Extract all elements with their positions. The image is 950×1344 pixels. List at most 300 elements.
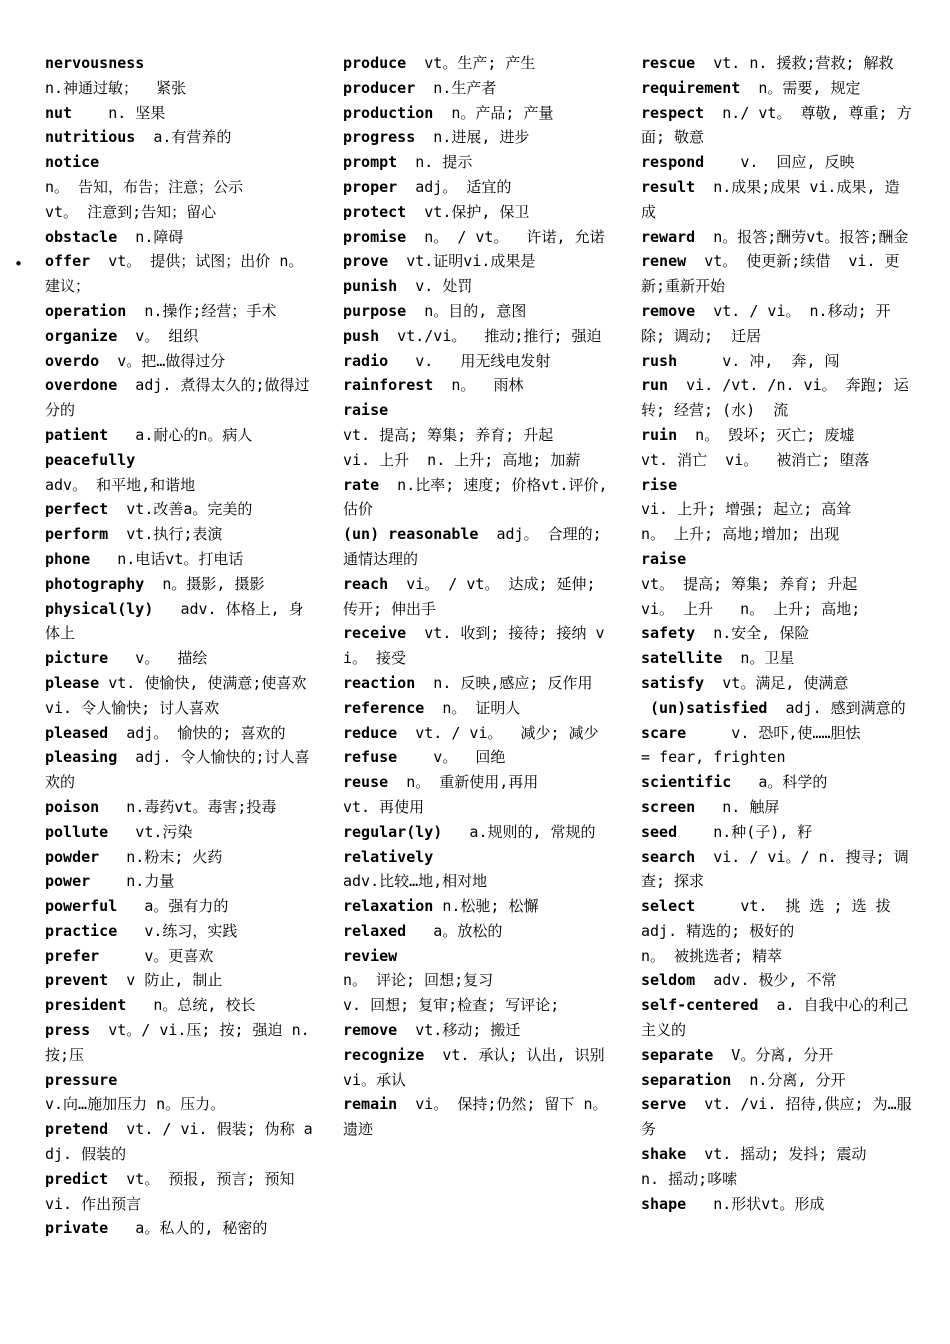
vocab-entry: [343, 944, 613, 969]
vocab-definition: adv。 和平地,和谐地: [45, 475, 196, 494]
vocab-entry: [45, 968, 315, 993]
vocab-word: raise: [343, 401, 389, 420]
vocab-entry: [45, 795, 315, 820]
vocab-entry: [641, 1092, 913, 1142]
vocab-entry: [641, 770, 913, 795]
vocab-word: practice: [45, 921, 118, 940]
vocab-word: requirement: [641, 78, 741, 97]
vocab-entry: [45, 1018, 319, 1068]
vocab-word: purpose: [343, 301, 407, 320]
vocab-definition: vt。 预报, 预言; 预知 vi. 作出预言: [45, 1169, 313, 1213]
vocab-entry: [343, 200, 613, 225]
vocab-definition: = fear, frighten: [641, 748, 786, 767]
vocab-word: relaxation: [343, 897, 434, 916]
vocab-entry: [45, 299, 315, 324]
vocab-word: pleased: [45, 723, 109, 742]
vocab-word: prompt: [343, 153, 398, 172]
vocab-word: president: [45, 996, 127, 1015]
vocab-word: private: [45, 1219, 109, 1238]
vocab-word: peacefully: [45, 450, 136, 469]
vocab-definition: a. 自我中心的利己主义的: [641, 996, 909, 1040]
vocab-entry: [343, 423, 613, 448]
vocab-entry: [45, 993, 315, 1018]
vocab-word: respond: [641, 153, 705, 172]
vocab-word: nervousness: [45, 54, 145, 72]
vocab-entry: [641, 448, 913, 473]
vocab-entry: [45, 175, 315, 200]
vocab-entry: [45, 150, 315, 175]
vocab-entry: [45, 200, 315, 225]
vocab-word: separation: [641, 1070, 732, 1089]
vocab-entry: [45, 869, 315, 894]
vocab-entry: [45, 894, 315, 919]
vocab-definition: vt.污染: [108, 822, 193, 841]
vocab-word: (un) reasonable: [343, 525, 479, 544]
vocab-entry: [45, 547, 315, 572]
vocab-definition: vt.改善a。完美的: [108, 500, 253, 519]
vocab-definition: vt.保护, 保卫: [406, 202, 530, 221]
vocab-definition: vt. 使愉快, 使满意;使喜欢: [99, 673, 307, 692]
vocab-word: proper: [343, 177, 398, 196]
vocab-word: reuse: [343, 773, 389, 792]
vocab-entry: [641, 1192, 913, 1217]
vocab-entry: [641, 76, 913, 101]
vocab-word: produce: [343, 54, 407, 72]
vocab-word: remain: [343, 1095, 398, 1114]
vocab-entry: [641, 671, 913, 696]
vocab-entry: [45, 597, 315, 647]
vocab-definition: vi。 上升 n。 上升; 高地;: [641, 599, 861, 618]
vocab-definition: v. 冲, 奔, 闯: [677, 351, 840, 370]
vocab-definition: a。科学的: [731, 773, 828, 792]
vocab-definition: adj. 煮得太久的;做得过分的: [45, 376, 310, 420]
vocab-definition: vt. / vi。 n.移动; 开除; 调动; 迁居: [641, 301, 891, 345]
vocab-entry: [343, 820, 613, 845]
vocab-definition: v. 回想; 复审;检查; 写评论;: [343, 996, 560, 1015]
vocab-entry: [343, 1043, 623, 1093]
vocab-word: promise: [343, 227, 407, 246]
vocab-word: reaction: [343, 673, 416, 692]
vocab-definition: n.电话vt。打电话: [90, 549, 244, 568]
vocab-definition: n。目的, 意图: [406, 301, 527, 320]
vocab-word: power: [45, 872, 91, 891]
vocab-word: search: [641, 847, 696, 866]
vocab-definition: vi. / vi。/ n. 搜寻; 调查; 探求: [641, 847, 909, 891]
vocab-definition: vt. 提高; 筹集; 养育; 升起: [343, 425, 554, 444]
vocab-definition: a.有营养的: [135, 128, 232, 147]
vocab-entry: [45, 1092, 315, 1117]
vocab-entry: [45, 76, 315, 101]
vocab-entry: [343, 919, 613, 944]
vocab-definition: v.向…施加压力 n。压力。: [45, 1095, 226, 1114]
vocab-word: notice: [45, 153, 100, 172]
vocab-definition: adj. 感到满意的: [767, 698, 906, 717]
vocab-word: radio: [343, 351, 389, 370]
vocab-entry: [45, 671, 315, 696]
vocab-word: overdone: [45, 376, 118, 395]
vocab-definition: vt。 提供；试图；出价 n。 建议；: [45, 252, 313, 296]
vocab-entry: [45, 1117, 315, 1167]
vocab-word: shape: [641, 1194, 687, 1213]
vocab-definition: n.形状vt。形成: [686, 1194, 825, 1213]
vocab-definition: n。 上升; 高地;增加; 出现: [641, 525, 840, 544]
vocab-entry: [343, 249, 613, 274]
vocab-word: push: [343, 326, 380, 345]
vocab-definition: n.粉末; 火药: [99, 847, 223, 866]
vocab-entry: [45, 572, 315, 597]
vocab-entry: [641, 968, 913, 993]
vocab-definition: adv. 体格上, 身体上: [45, 599, 304, 643]
vocab-definition: n. 反映,感应; 反作用: [415, 673, 593, 692]
vocab-entry: [343, 770, 613, 795]
vocab-definition: vt. 摇动; 发抖; 震动: [686, 1145, 867, 1164]
vocab-definition: n。 重新使用,再用: [388, 773, 539, 792]
vocab-entry: [343, 349, 613, 374]
vocab-definition: n。 证明人: [424, 698, 521, 717]
vocab-definition: adv.比较…地,相对地: [343, 872, 488, 891]
vocab-definition: a.规则的, 常规的: [442, 822, 596, 841]
vocab-definition: a.耐心的n。病人: [108, 425, 253, 444]
vocab-word: safety: [641, 624, 696, 643]
vocab-entry: [45, 423, 315, 448]
vocab-entry: [343, 324, 613, 349]
vocab-entry: [343, 845, 613, 870]
vocab-entry: [641, 473, 913, 498]
vocab-entry: [641, 745, 913, 770]
vocab-word: production: [343, 103, 434, 122]
vocab-word: reach: [343, 574, 389, 593]
vocab-definition: vt。 使更新;续借 vi. 更新;重新开始: [641, 252, 900, 296]
vocab-word: prefer: [45, 946, 100, 965]
vocab-entry: [343, 621, 613, 671]
vocab-entry: [641, 944, 913, 969]
vocab-definition: n.毒药vt。毒害;投毒: [99, 797, 277, 816]
vocab-definition: vt. / vi. 假装; 伪称 adj. 假装的: [45, 1120, 313, 1164]
vocab-entry: [343, 473, 613, 523]
vocab-word: relatively: [343, 847, 434, 866]
vocab-definition: vt. 收到; 接待; 接纳 vi。 接受: [343, 624, 605, 668]
vocab-entry: [641, 919, 913, 944]
vocab-entry: [45, 1167, 315, 1217]
vocab-entry: [45, 225, 315, 250]
vocab-entry: [641, 547, 913, 572]
vocab-entry: [343, 894, 613, 919]
vocab-definition: n。 告知，布告；注意；公示: [45, 177, 244, 196]
vocab-word: seed: [641, 822, 678, 841]
vocab-definition: v. 恐吓,使……胆怯: [686, 723, 861, 742]
vocab-word: run: [641, 376, 669, 395]
vocab-definition: adj. 精选的; 极好的: [641, 921, 795, 940]
vocab-entry: [45, 1068, 315, 1093]
vocab-word: result: [641, 177, 696, 196]
vocab-word: serve: [641, 1095, 687, 1114]
vocab-definition: n.松驰; 松懈: [433, 897, 539, 916]
column-2: [343, 51, 623, 1142]
vocab-word: shake: [641, 1145, 687, 1164]
vocab-word: phone: [45, 549, 91, 568]
vocab-entry: [641, 696, 913, 721]
vocab-word: protect: [343, 202, 407, 221]
vocab-entry: [45, 919, 315, 944]
vocab-word: ruin: [641, 425, 678, 444]
vocab-entry: [641, 795, 913, 820]
vocab-word: nut: [45, 103, 73, 122]
vocab-word: poison: [45, 797, 100, 816]
vocab-word: recognize: [343, 1045, 425, 1064]
vocab-entry: [641, 894, 913, 919]
vocab-definition: v。把…做得过分: [99, 351, 226, 370]
vocab-word: operation: [45, 301, 127, 320]
vocab-word: pollute: [45, 822, 109, 841]
vocab-word: patient: [45, 425, 109, 444]
column-3: [641, 51, 913, 1216]
vocab-definition: adj。 适宜的: [397, 177, 512, 196]
vocab-word: remove: [641, 301, 696, 320]
bullet-marker: •: [14, 255, 24, 273]
vocab-word: regular(ly): [343, 822, 443, 841]
vocab-definition: vi. 令人愉快; 讨人喜欢: [45, 698, 220, 717]
vocab-word: physical(ly): [45, 599, 154, 618]
vocab-word: rise: [641, 475, 678, 494]
vocab-definition: v。 回绝: [397, 748, 506, 767]
vocab-definition: vt. /vi. 招待,供应; 为…服务: [641, 1095, 912, 1139]
vocab-entry: [343, 869, 613, 894]
vocab-word: pleasing: [45, 748, 118, 767]
vocab-entry: [45, 125, 315, 150]
vocab-definition: vt. 挑 选 ; 选 拔: [695, 897, 891, 916]
vocab-definition: n.力量: [90, 872, 175, 891]
vocab-definition: v。 组织: [117, 326, 199, 345]
vocab-definition: adj。 愉快的; 喜欢的: [108, 723, 286, 742]
vocab-entry: [343, 125, 613, 150]
vocab-entry: [641, 101, 913, 151]
vocab-entry: [641, 423, 913, 448]
vocab-entry: [343, 398, 613, 423]
vocab-entry: [343, 76, 613, 101]
vocab-entry: [641, 497, 913, 522]
vocab-word: reference: [343, 698, 425, 717]
vocab-entry: [45, 101, 315, 126]
vocab-word: overdo: [45, 351, 100, 370]
vocab-entry: [343, 721, 613, 746]
vocab-entry: [343, 175, 613, 200]
vocab-definition: vt。生产; 产生: [406, 54, 536, 72]
vocab-word: powerful: [45, 897, 118, 916]
vocab-word: nutritious: [45, 128, 136, 147]
vocab-entry: [45, 721, 315, 746]
vocab-entry: [641, 1167, 913, 1192]
vocab-definition: v. 回应, 反映: [704, 153, 855, 172]
vocab-entry: [343, 671, 613, 696]
vocab-definition: vt. n. 援救;营救; 解救: [695, 54, 894, 72]
vocab-word: rescue: [641, 54, 696, 72]
vocab-word: perfect: [45, 500, 109, 519]
vocab-word: (un)satisfied: [641, 698, 768, 717]
vocab-definition: V。分离, 分开: [713, 1045, 834, 1064]
vocab-definition: vi. 上升; 增强; 起立; 高耸: [641, 500, 852, 519]
vocab-word: satellite: [641, 649, 723, 668]
vocab-word: rainforest: [343, 376, 434, 395]
vocab-definition: vt. 再使用: [343, 797, 425, 816]
vocab-word: review: [343, 946, 398, 965]
vocab-definition: adv. 极少, 不常: [695, 971, 837, 990]
vocab-definition: vt./vi。 推动;推行; 强迫: [379, 326, 602, 345]
vocab-entry: [343, 1092, 617, 1142]
vocab-word: perform: [45, 525, 109, 544]
vocab-word: satisfy: [641, 673, 705, 692]
vocab-definition: n. 坚果: [72, 103, 166, 122]
vocab-definition: vi. /vt. /n. vi。 奔跑; 运转; 经营; (水) 流: [641, 376, 909, 420]
vocab-definition: vt. 消亡 vi。 被消亡; 堕落: [641, 450, 870, 469]
vocab-entry: [343, 696, 613, 721]
vocab-definition: n。 毁坏; 灭亡; 废墟: [677, 425, 855, 444]
vocab-definition: vt.证明vi.成果是: [388, 252, 536, 271]
vocab-entry: [343, 274, 613, 299]
vocab-definition: vt。 提高; 筹集; 养育; 升起: [641, 574, 858, 593]
vocab-entry: [45, 696, 315, 721]
vocab-entry: [641, 621, 913, 646]
vocab-entry: [641, 1068, 913, 1093]
vocab-definition: n。需要, 规定: [740, 78, 861, 97]
vocab-word: pretend: [45, 1120, 109, 1139]
vocab-entry: [45, 845, 315, 870]
vocab-entry: [641, 646, 913, 671]
vocab-word: select: [641, 897, 696, 916]
column-1: [45, 51, 319, 1241]
vocab-entry: [45, 497, 315, 522]
vocab-entry: [343, 225, 613, 250]
vocab-definition: vt.执行;表演: [108, 525, 223, 544]
vocab-entry: [641, 597, 913, 622]
vocab-definition: n。 评论; 回想;复习: [343, 971, 494, 990]
vocab-entry: [45, 473, 315, 498]
vocab-word: self-centered: [641, 996, 759, 1015]
vocab-entry: [641, 1142, 913, 1167]
vocab-word: progress: [343, 128, 416, 147]
vocab-definition: n.安全, 保险: [695, 624, 810, 643]
vocab-word: seldom: [641, 971, 696, 990]
vocab-definition: vt. / vi。 减少; 减少: [397, 723, 599, 742]
vocab-entry: [343, 150, 613, 175]
vocab-word: respect: [641, 103, 705, 122]
vocab-definition: vi。 保持;仍然; 留下 n。 遗迹: [343, 1095, 617, 1139]
vocab-word: refuse: [343, 748, 398, 767]
vocab-entry: [641, 225, 913, 250]
vocab-word: renew: [641, 252, 687, 271]
vocab-entry: [343, 968, 613, 993]
vocab-word: screen: [641, 797, 696, 816]
vocab-entry: [641, 820, 913, 845]
vocab-definition: n。总统, 校长: [126, 996, 256, 1015]
vocab-entry: [641, 249, 913, 299]
vocab-word: reward: [641, 227, 696, 246]
vocab-word: rate: [343, 475, 380, 494]
vocab-definition: n.成果;成果 vi.成果, 造成: [641, 177, 900, 221]
vocab-entry: [641, 299, 913, 349]
vocab-definition: n.操作;经营；手术: [126, 301, 277, 320]
vocab-entry: [641, 572, 913, 597]
vocab-definition: v。 描绘: [108, 649, 208, 668]
vocab-entry: [45, 349, 315, 374]
vocab-entry: [45, 1216, 315, 1241]
vocab-definition: a。强有力的: [117, 897, 229, 916]
vocab-word: rush: [641, 351, 678, 370]
vocab-word: obstacle: [45, 227, 118, 246]
vocab-entry: [641, 349, 913, 374]
vocab-definition: vt。满足, 使满意: [704, 673, 849, 692]
vocab-word: remove: [343, 1021, 398, 1040]
vocab-definition: n.进展, 进步: [415, 128, 530, 147]
vocab-definition: a。私人的, 秘密的: [108, 1219, 268, 1238]
vocab-definition: v. 用无线电发射: [388, 351, 551, 370]
vocab-word: reduce: [343, 723, 398, 742]
vocab-entry: [343, 51, 613, 76]
vocab-definition: n. 触屏: [695, 797, 780, 816]
vocab-entry: [343, 1018, 613, 1043]
vocab-definition: n.神通过敏； 紧张: [45, 78, 187, 97]
vocab-definition: n.比率; 速度; 价格vt.评价,估价: [343, 475, 608, 519]
vocab-entry: [641, 175, 913, 225]
vocab-entry: [343, 795, 613, 820]
vocab-definition: n。卫星: [722, 649, 795, 668]
vocab-word: photography: [45, 574, 145, 593]
vocab-word: producer: [343, 78, 416, 97]
vocab-word: scientific: [641, 773, 732, 792]
vocab-entry: [343, 101, 613, 126]
vocab-entry: [45, 249, 315, 299]
vocab-definition: n.障碍: [117, 227, 184, 246]
vocab-definition: n.分离, 分开: [731, 1070, 846, 1089]
vocab-word: press: [45, 1021, 91, 1040]
vocab-entry: [641, 51, 913, 76]
vocab-definition: n。 被挑选者; 精萃: [641, 946, 783, 965]
vocab-entry: [641, 522, 913, 547]
vocab-entry: [45, 646, 315, 671]
vocab-entry: [45, 820, 315, 845]
vocab-word: please: [45, 673, 100, 692]
vocab-word: predict: [45, 1169, 109, 1188]
vocab-definition: v.练习，实践: [117, 921, 238, 940]
vocab-word: scare: [641, 723, 687, 742]
vocab-entry: [45, 324, 315, 349]
vocab-entry: [343, 993, 613, 1018]
vocab-entry: [45, 51, 315, 76]
vocab-definition: n。报答;酬劳vt。报答;酬金: [695, 227, 909, 246]
vocab-word: offer: [45, 252, 91, 271]
vocab-definition: n.生产者: [415, 78, 497, 97]
vocab-entry: [45, 522, 315, 547]
vocab-definition: vi。 / vt。 达成; 延伸; 传开; 伸出手: [343, 574, 605, 618]
vocab-definition: vt。/ vi.压; 按; 强迫 n. 按;压: [45, 1021, 319, 1064]
vocab-word: relaxed: [343, 921, 407, 940]
vocab-word: separate: [641, 1045, 714, 1064]
vocab-word: pressure: [45, 1070, 118, 1089]
vocab-word: picture: [45, 649, 109, 668]
vocab-definition: n. 摇动;哆嗦: [641, 1169, 738, 1188]
vocab-definition: vt。 注意到;告知；留心: [45, 202, 217, 221]
vocab-definition: n。摄影, 摄影: [144, 574, 265, 593]
vocab-word: powder: [45, 847, 100, 866]
vocab-entry: [641, 373, 913, 423]
vocab-definition: n。 雨林: [433, 376, 524, 395]
vocab-definition: v。更喜欢: [99, 946, 214, 965]
vocab-definition: vi. 上升 n. 上升; 高地; 加薪: [343, 450, 581, 469]
vocab-entry: [343, 522, 613, 572]
vocab-word: prove: [343, 252, 389, 271]
vocab-word: organize: [45, 326, 118, 345]
vocab-entry: [45, 448, 315, 473]
vocab-word: punish: [343, 277, 398, 296]
